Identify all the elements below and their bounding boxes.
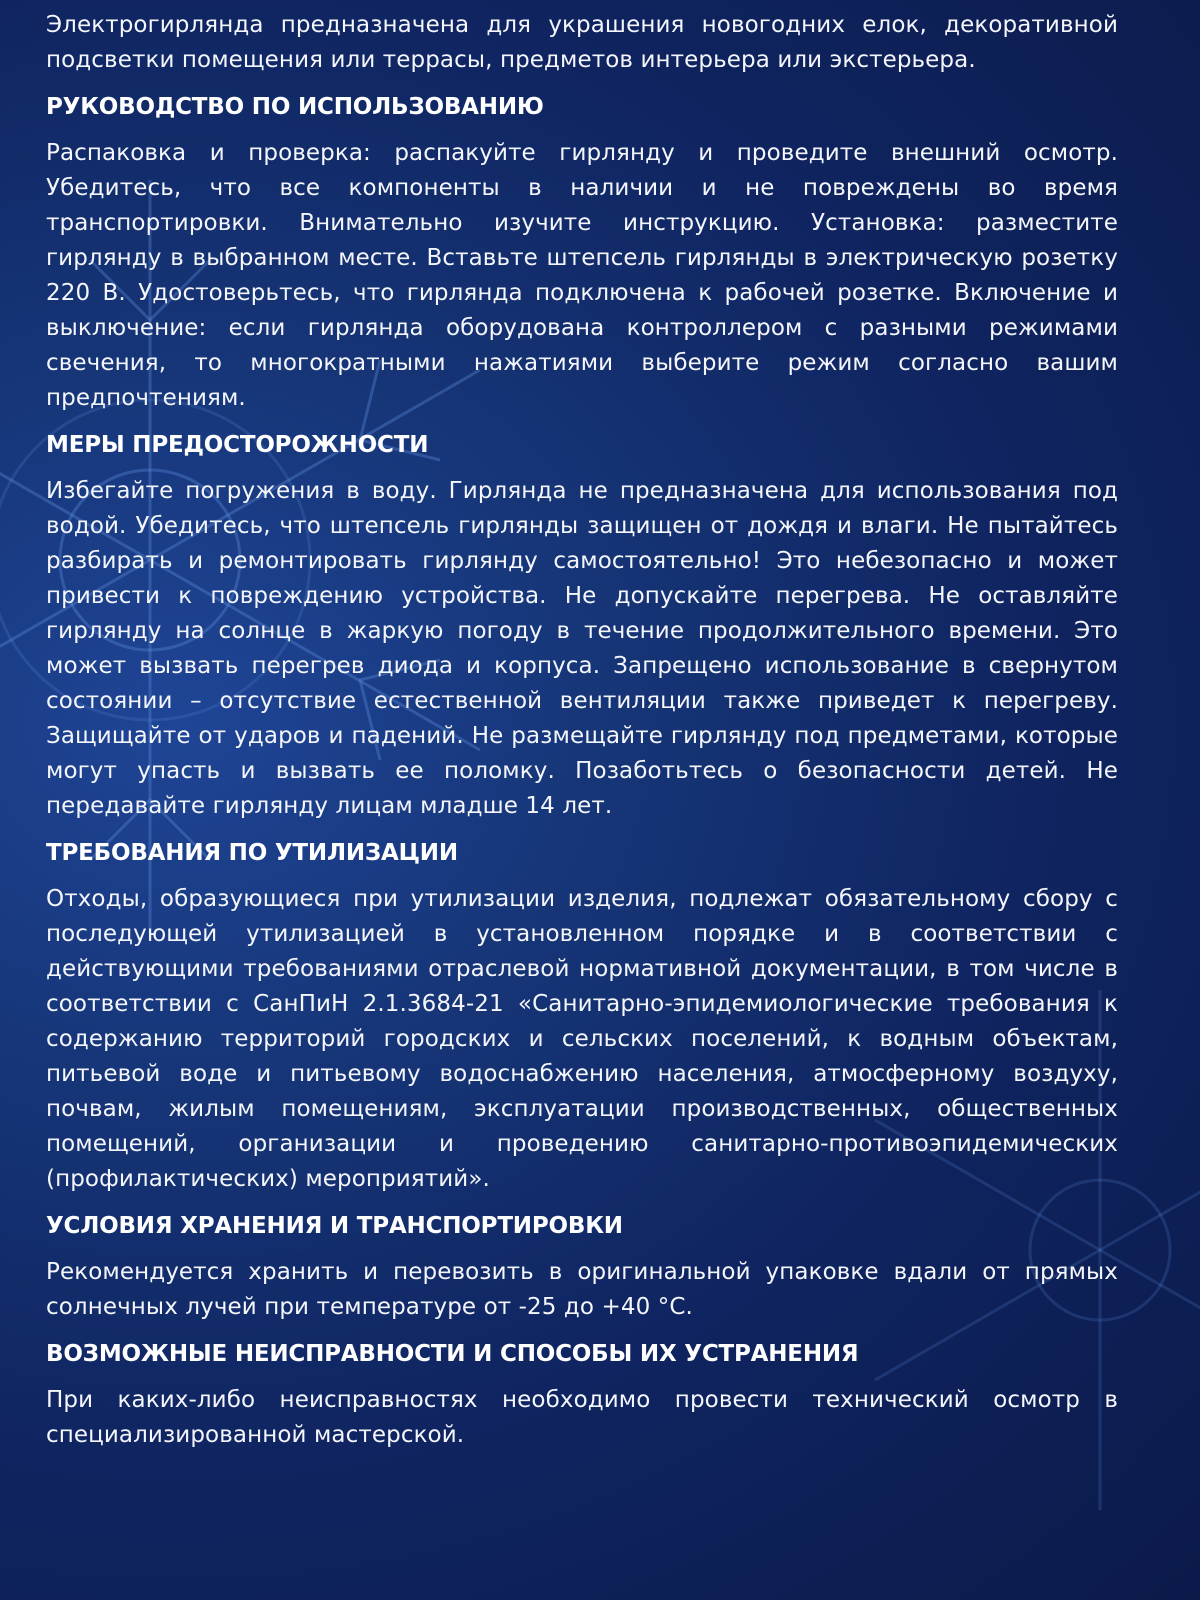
section-precautions: [46, 430, 1118, 824]
section-heading: ТРЕБОВАНИЯ ПО УТИЛИЗАЦИИ: [46, 840, 458, 866]
section-usage-guide: [46, 92, 1118, 416]
section-text: Распаковка и проверка: распакуйте гирлянду и проведите внешний осмотр. Убедитесь, что все компоненты в наличии и не повреждены во время транспортировки. Внимательно изучите инструкцию. Установка: разместите гирлянду в выбранном месте. Вставьте штепсель гирлянды в электрическую розетку 220 В. Удостоверьтесь, что гирлянда подключена к рабочей розетке. Включение и выключение: если гирлянда оборудована контроллером с разными режимами свечения, то многократными нажатиями выберите режим согласно вашим предпочтениям.: [46, 140, 1118, 411]
section-heading: УСЛОВИЯ ХРАНЕНИЯ И ТРАНСПОРТИРОВКИ: [46, 1213, 623, 1239]
section-heading: ВОЗМОЖНЫЕ НЕИСПРАВНОСТИ И СПОСОБЫ ИХ УСТРАНЕНИЯ: [46, 1341, 859, 1367]
intro-paragraph: Электрогирлянда предназначена для украшения новогодних елок, декоративной подсветки помещения или террасы, предметов интерьера или экстерьера.: [46, 12, 1118, 73]
section-text: Рекомендуется хранить и перевозить в оригинальной упаковке вдали от прямых солнечных лучей при температуре от -25 до +40 °С.: [46, 1259, 1118, 1320]
section-storage: [46, 1211, 1118, 1325]
section-text: Отходы, образующиеся при утилизации изделия, подлежат обязательному сбору с последующей утилизацией в установленном порядке и в соответствии с действующими требованиями отраслевой нормативной документации, в том числе в соответствии с СанПиН 2.1.3684-21 «Санитарно-эпидемиологические требования к содержанию территорий городских и сельских поселений, к водным объектам, питьевой воде и питьевому водоснабжению населения, атмосферному воздуху, почвам, жилым помещениям, эксплуатации производственных, общественных помещений, организации и проведению санитарно-противоэпидемических (профилактических) мероприятий».: [46, 886, 1118, 1192]
section-text: Избегайте погружения в воду. Гирлянда не предназначена для использования под водой. Убедитесь, что штепсель гирлянды защищен от дождя и влаги. Не пытайтесь разбирать и ремонтировать гирлянду самостоятельно! Это небезопасно и может привести к повреждению устройства. Не допускайте перегрева. Не оставляйте гирлянду на солнце в жаркую погоду в течение продолжительного времени. Это может вызвать перегрев диода и корпуса. Запрещено использование в свернутом состоянии – отсутствие естественной вентиляции также приведет к перегреву. Защищайте от ударов и падений. Не размещайте гирлянду под предметами, которые могут упасть и вызвать ее поломку. Позаботьтесь о безопасности детей. Не передавайте гирлянду лицам младше 14 лет.: [46, 478, 1118, 819]
instruction-document: [46, 8, 1118, 1453]
section-text: При каких-либо неисправностях необходимо провести технический осмотр в специализированной мастерской.: [46, 1387, 1118, 1448]
section-disposal: [46, 838, 1118, 1197]
section-troubleshooting: [46, 1339, 1118, 1453]
section-heading: МЕРЫ ПРЕДОСТОРОЖНОСТИ: [46, 432, 429, 458]
section-heading: РУКОВОДСТВО ПО ИСПОЛЬЗОВАНИЮ: [46, 94, 544, 120]
